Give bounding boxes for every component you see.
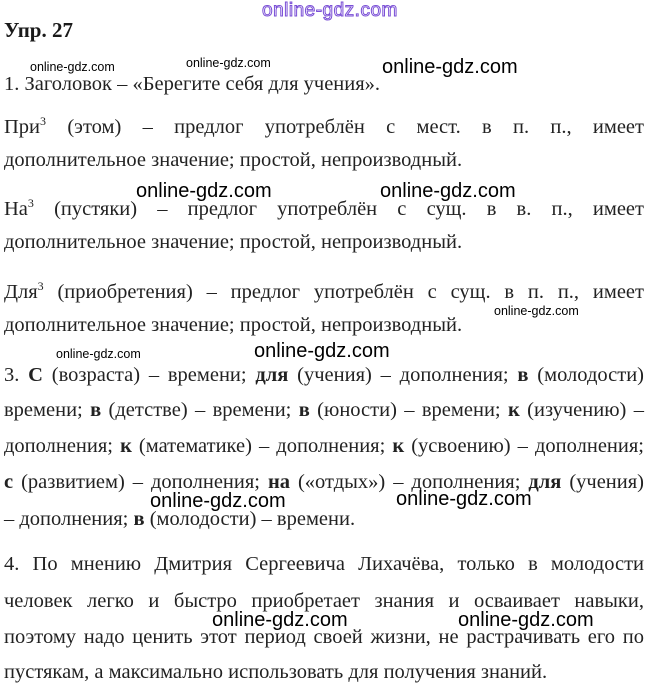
text-fragment: времени; [4,399,91,421]
preposition-word: На [4,198,28,220]
text-fragment: дополнения; [4,435,121,457]
text-line-6b: человек легко и быстро приобретает знания и осваивает навыки, [4,590,644,612]
preposition-bold: к [392,435,405,457]
preposition-bold: С [28,364,43,386]
preposition-bold: к [120,435,132,457]
superscript: 3 [27,196,34,210]
text-line-5c [4,434,644,458]
preposition-bold: в [90,399,102,421]
preposition-bold: в [517,364,529,386]
text-fragment: (развитием) – дополнения; [13,471,268,493]
preposition-bold: к [507,399,520,421]
text-line-2a [4,115,644,139]
text-line-1: 1. Заголовок – «Берегите себя для учения». [4,73,381,95]
text-line-5b [4,398,644,422]
line-rest: (этом) – предлог употреблён с мест. в п. п., имеет [46,116,644,138]
text-fragment: (молодости) [528,364,644,386]
watermark: online-gdz.com [380,180,516,202]
line-rest: (пустяки) – предлог употреблён с сущ. в в. п., имеет [33,198,644,220]
watermark: online-gdz.com [136,180,272,202]
watermark: online-gdz.com [186,56,271,70]
text-line-3b: дополнительное значение; простой, непроизводный. [4,231,463,253]
text-fragment: (учения) – дополнения; [288,364,518,386]
text-fragment: (усвоению) – дополнения; [404,435,644,457]
text-line-4a [4,280,644,304]
text-line-5d [4,470,644,494]
watermark-top: online-gdz.com [262,0,398,21]
watermark: online-gdz.com [56,347,141,361]
text-fragment: (учения) [561,471,645,493]
preposition-bold: с [4,471,14,493]
watermark: online-gdz.com [396,488,532,510]
text-line-2b: дополнительное значение; простой, непроизводный. [4,149,463,171]
text-line-6d: пустякам, а максимально использовать для получения знаний. [4,661,548,683]
text-line-6a: 4. По мнению Дмитрия Сергеевича Лихачёва, только в молодости [4,553,644,575]
preposition-bold: в [298,399,310,421]
text-line-5e [4,507,644,531]
text-line-3a [4,197,644,221]
watermark: online-gdz.com [30,60,115,74]
text-fragment: (изучению) – [519,399,644,421]
watermark: online-gdz.com [212,609,348,631]
preposition-word: Для [4,281,38,303]
text-fragment: (возраста) – времени; [42,364,256,386]
text-line-6c: поэтому надо ценить этот период своей жизни, не растрачивать его по [4,626,644,648]
preposition-bold: для [528,471,562,493]
watermark: online-gdz.com [150,490,286,512]
superscript: 3 [37,279,44,293]
watermark: online-gdz.com [254,340,390,362]
text-fragment: (молодости) – времени. [144,508,356,530]
text-fragment: – дополнения; [4,508,134,530]
item-number: 3. [4,364,29,386]
exercise-title: Упр. 27 [4,18,73,42]
superscript: 3 [40,114,47,128]
watermark: online-gdz.com [382,56,518,78]
preposition-bold: в [133,508,145,530]
line-rest: (приобретения) – предлог употреблён с сущ. в п. п., имеет [43,281,644,303]
text-line-5a [4,363,644,387]
text-fragment: (юности) – времени; [309,399,508,421]
watermark: online-gdz.com [458,609,594,631]
preposition-bold: для [255,364,289,386]
watermark: online-gdz.com [494,304,579,318]
text-fragment: («отдых») – дополнения; [290,471,529,493]
text-fragment: (детстве) – времени; [101,399,299,421]
text-line-4b: дополнительное значение; простой, непроизводный. [4,314,463,336]
preposition-bold: на [267,471,291,493]
text-fragment: (математике) – дополнения; [131,435,393,457]
preposition-word: При [4,116,41,138]
